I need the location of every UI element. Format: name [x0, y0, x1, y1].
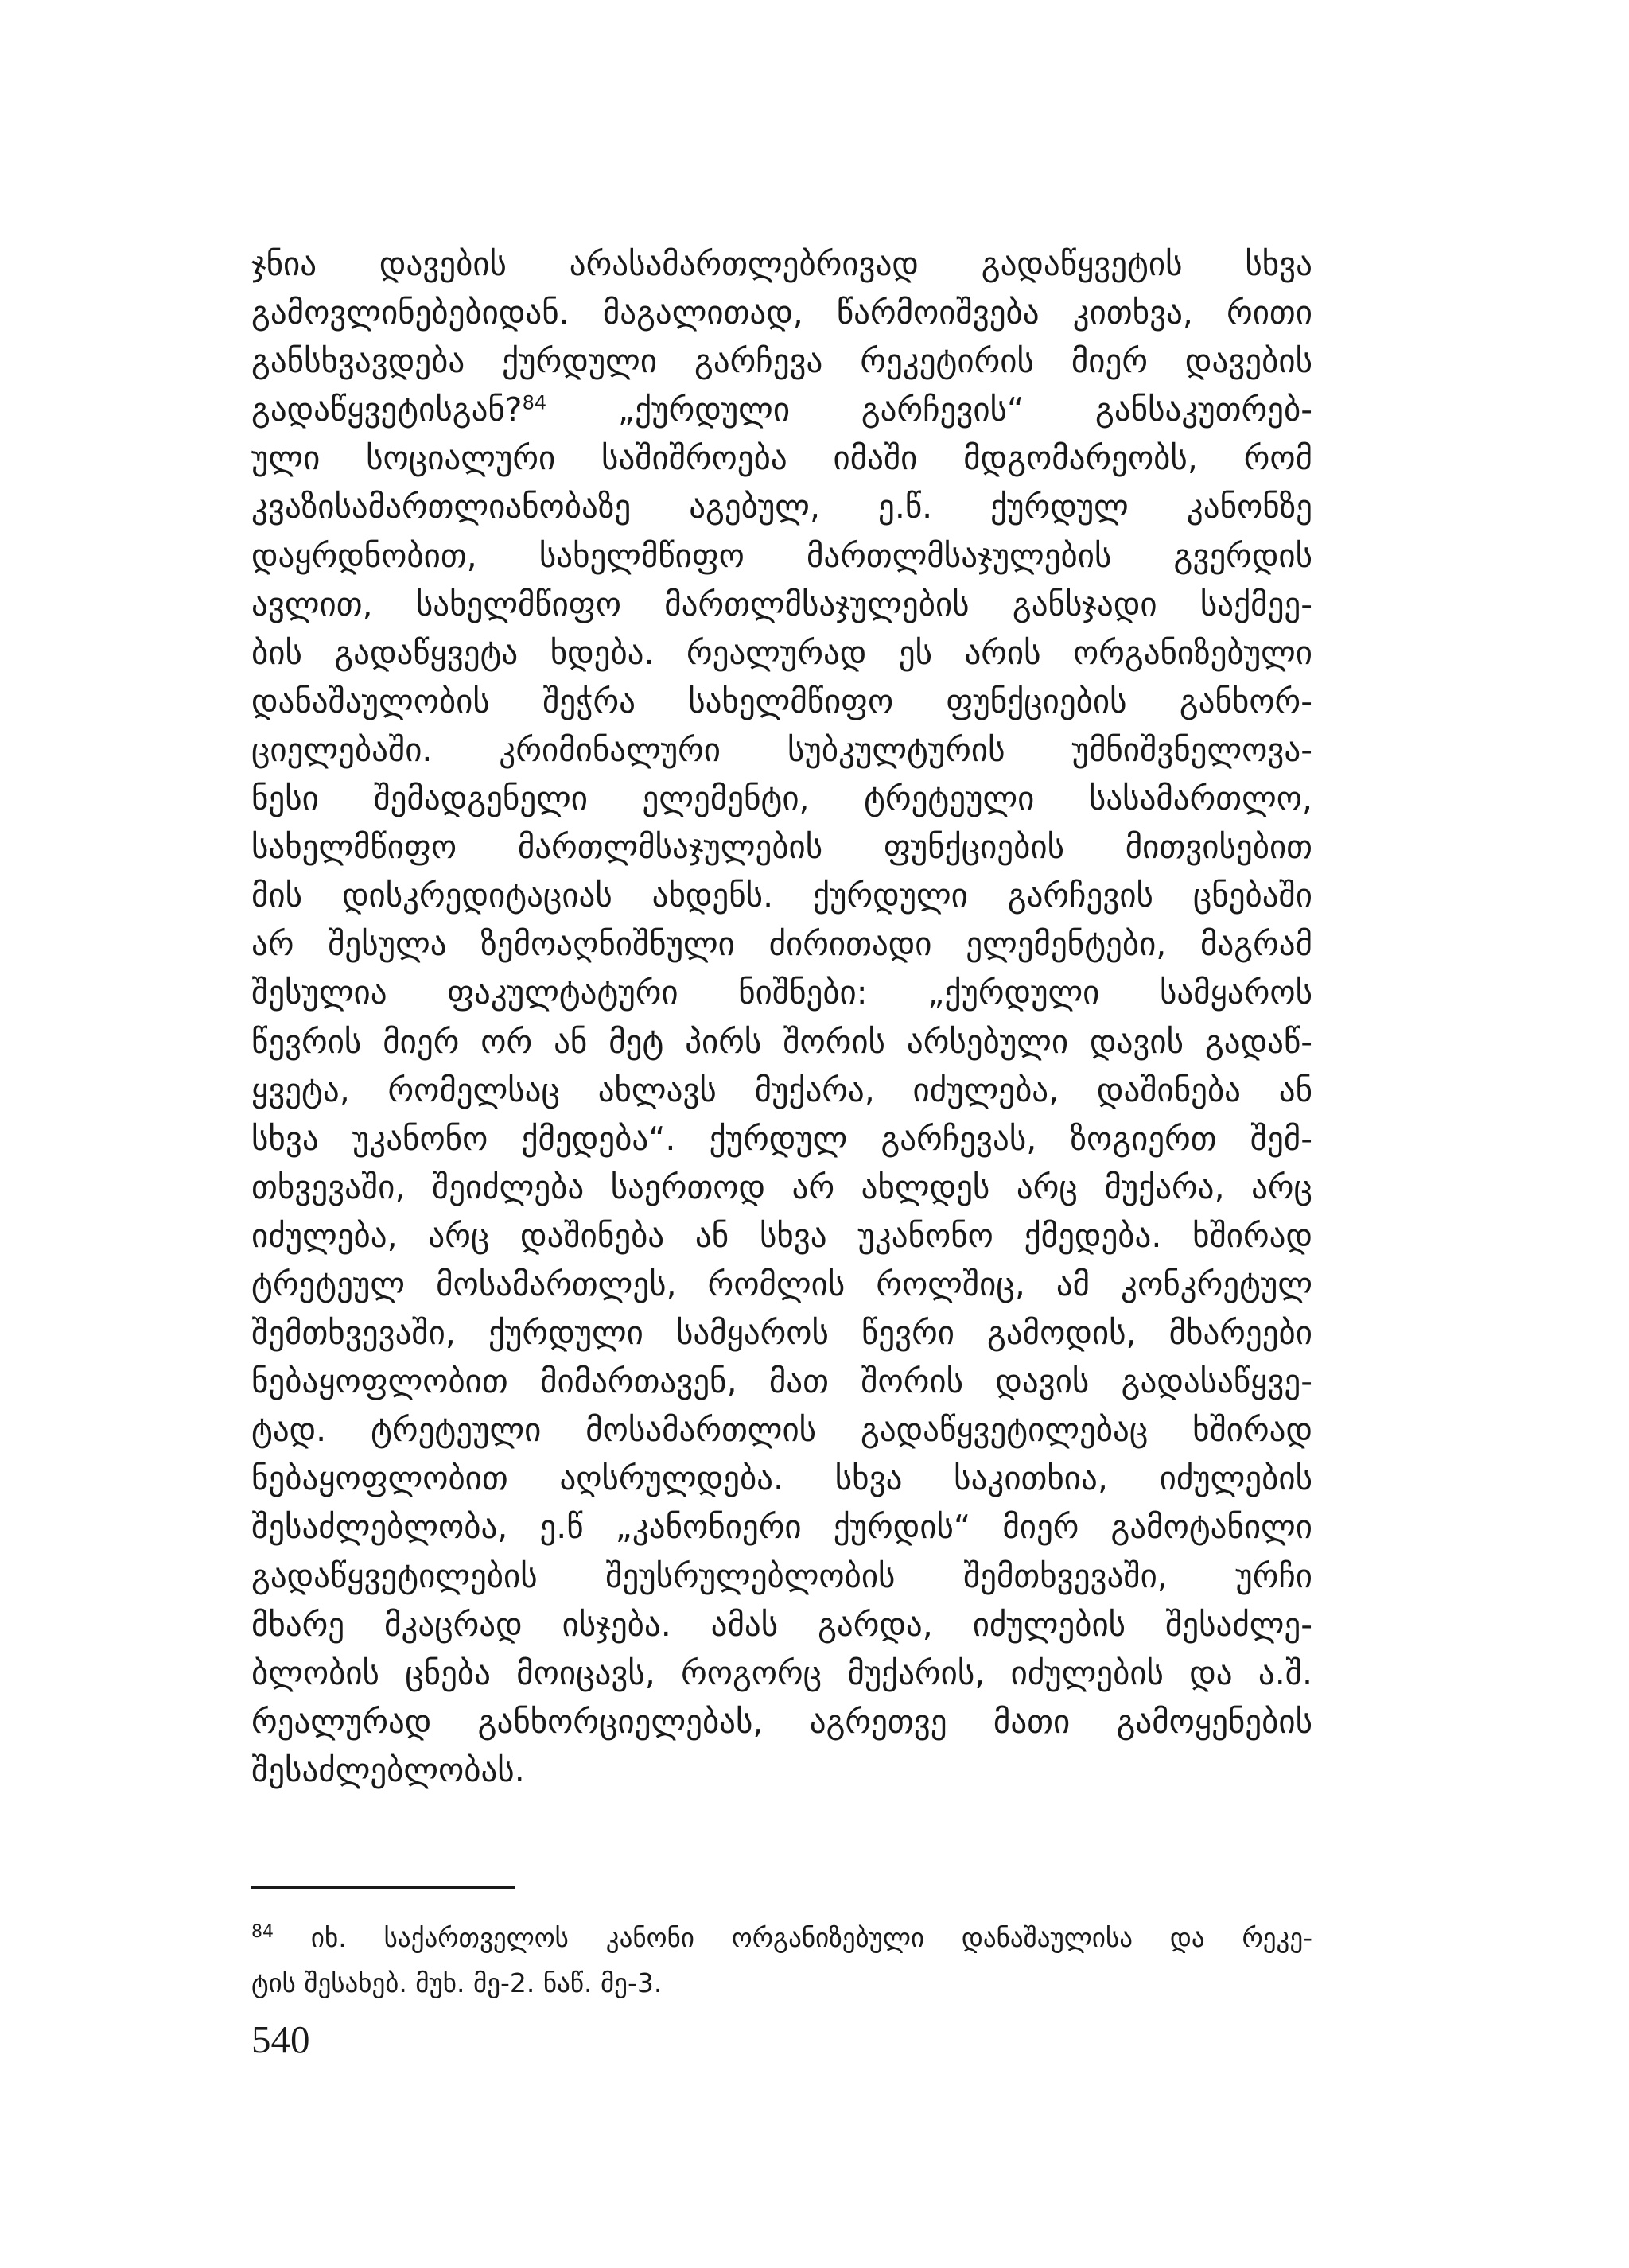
text-line: კვაზისამართლიანობაზე აგებულ, ე.წ. ქურდულ კანონზე: [251, 487, 1312, 526]
text-fragment: „ქურდული გარჩევის“ განსაკუთრებ-: [546, 390, 1312, 429]
text-line: შესულია ფაკულტატური ნიშნები: „ქურდული სამყაროს: [251, 973, 1312, 1012]
text-line: იძულება, არც დაშინება ან სხვა უკანონო ქმედება. ხშირად: [251, 1216, 1312, 1255]
text-line: გადაწყვეტილების შეუსრულებლობის შემთხვევაში, ურჩი: [251, 1556, 1312, 1595]
text-line: შესაძლებლობა, ე.წ „კანონიერი ქურდის“ მიერ გამოტანილი: [251, 1508, 1312, 1547]
page-number: 540: [251, 2018, 310, 2061]
text-line: ნესი შემადგენელი ელემენტი, ტრეტეული სასამართლო,: [251, 779, 1312, 818]
text-line: ნებაყოფლობით მიმართავენ, მათ შორის დავის გადასაწყვე-: [251, 1362, 1312, 1401]
text-line: დაყრდნობით, სახელმწიფო მართლმსაჯულების გვერდის: [251, 536, 1312, 575]
text-line: მის დისკრედიტაციას ახდენს. ქურდული გარჩევის ცნებაში: [251, 876, 1312, 915]
footnote-line: ტის შესახებ. მუხ. მე-2. ნაწ. მე-3.: [251, 1967, 663, 1998]
text-line: ყვეტა, რომელსაც ახლავს მუქარა, იძულება, დაშინება ან: [251, 1070, 1312, 1109]
text-line: არ შესულა ზემოაღნიშნული ძირითადი ელემენტები, მაგრამ: [251, 925, 1312, 964]
text-line: განსხვავდება ქურდული გარჩევა რეკეტირის მიერ დავების: [251, 342, 1312, 381]
text-line: ციელებაში. კრიმინალური სუბკულტურის უმნიშვნელოვა-: [251, 730, 1312, 769]
text-line: სახელმწიფო მართლმსაჯულების ფუნქციების მითვისებით: [251, 828, 1312, 867]
footnote: [251, 1915, 1312, 2006]
text-line: შემთხვევაში, ქურდული სამყაროს წევრი გამოდის, მხარეები: [251, 1314, 1312, 1353]
text-line: თხვევაში, შეიძლება საერთოდ არ ახლდეს არც მუქარა, არც: [251, 1167, 1312, 1206]
footnote-number: 84: [251, 1922, 274, 1942]
footnote-text: იხ. საქართველოს კანონი ორგანიზებული დანაშაულისა და რეკე-: [274, 1922, 1312, 1953]
text-line: რეალურად განხორციელებას, აგრეთვე მათი გამოყენების: [251, 1702, 1312, 1741]
text-line: წევრის მიერ ორ ან მეტ პირს შორის არსებული დავის გადაწ-: [251, 1022, 1312, 1061]
main-text-block: [251, 240, 1312, 1795]
text-line-with-footnote: [251, 386, 1312, 434]
text-line: ტად. ტრეტეული მოსამართლის გადაწყვეტილებაც ხშირად: [251, 1411, 1312, 1450]
text-line: მხარე მკაცრად ისჯება. ამას გარდა, იძულების შესაძლე-: [251, 1605, 1312, 1644]
text-line: ჯნია დავების არასამართლებრივად გადაწყვეტის სხვა: [251, 245, 1312, 283]
footnote-reference[interactable]: 84: [522, 391, 547, 414]
text-fragment: გადაწყვეტისგან?: [251, 390, 523, 429]
text-line: დანაშაულობის შეჭრა სახელმწიფო ფუნქციების განხორ-: [251, 682, 1312, 720]
text-line: ნებაყოფლობით აღსრულდება. სხვა საკითხია, იძულების: [251, 1459, 1312, 1498]
text-line: ავლით, სახელმწიფო მართლმსაჯულების განსჯადი საქმეე-: [251, 584, 1312, 623]
text-line: ული სოციალური საშიშროება იმაში მდგომარეობს, რომ: [251, 439, 1312, 478]
text-line: ბლობის ცნება მოიცავს, როგორც მუქარის, იძულების და ა.შ.: [251, 1653, 1312, 1692]
footnote-separator: [251, 1886, 515, 1889]
text-line: გამოვლინებებიდან. მაგალითად, წარმოიშვება კითხვა, რითი: [251, 293, 1312, 332]
text-line: ბის გადაწყვეტა ხდება. რეალურად ეს არის ორგანიზებული: [251, 633, 1312, 672]
footnote-line: [251, 1915, 1312, 1960]
text-line: ტრეტეულ მოსამართლეს, რომლის როლშიც, ამ კონკრეტულ: [251, 1264, 1312, 1303]
text-line: სხვა უკანონო ქმედება“. ქურდულ გარჩევას, ზოგიერთ შემ-: [251, 1119, 1312, 1158]
text-line-last: შესაძლებლობას.: [251, 1750, 525, 1789]
